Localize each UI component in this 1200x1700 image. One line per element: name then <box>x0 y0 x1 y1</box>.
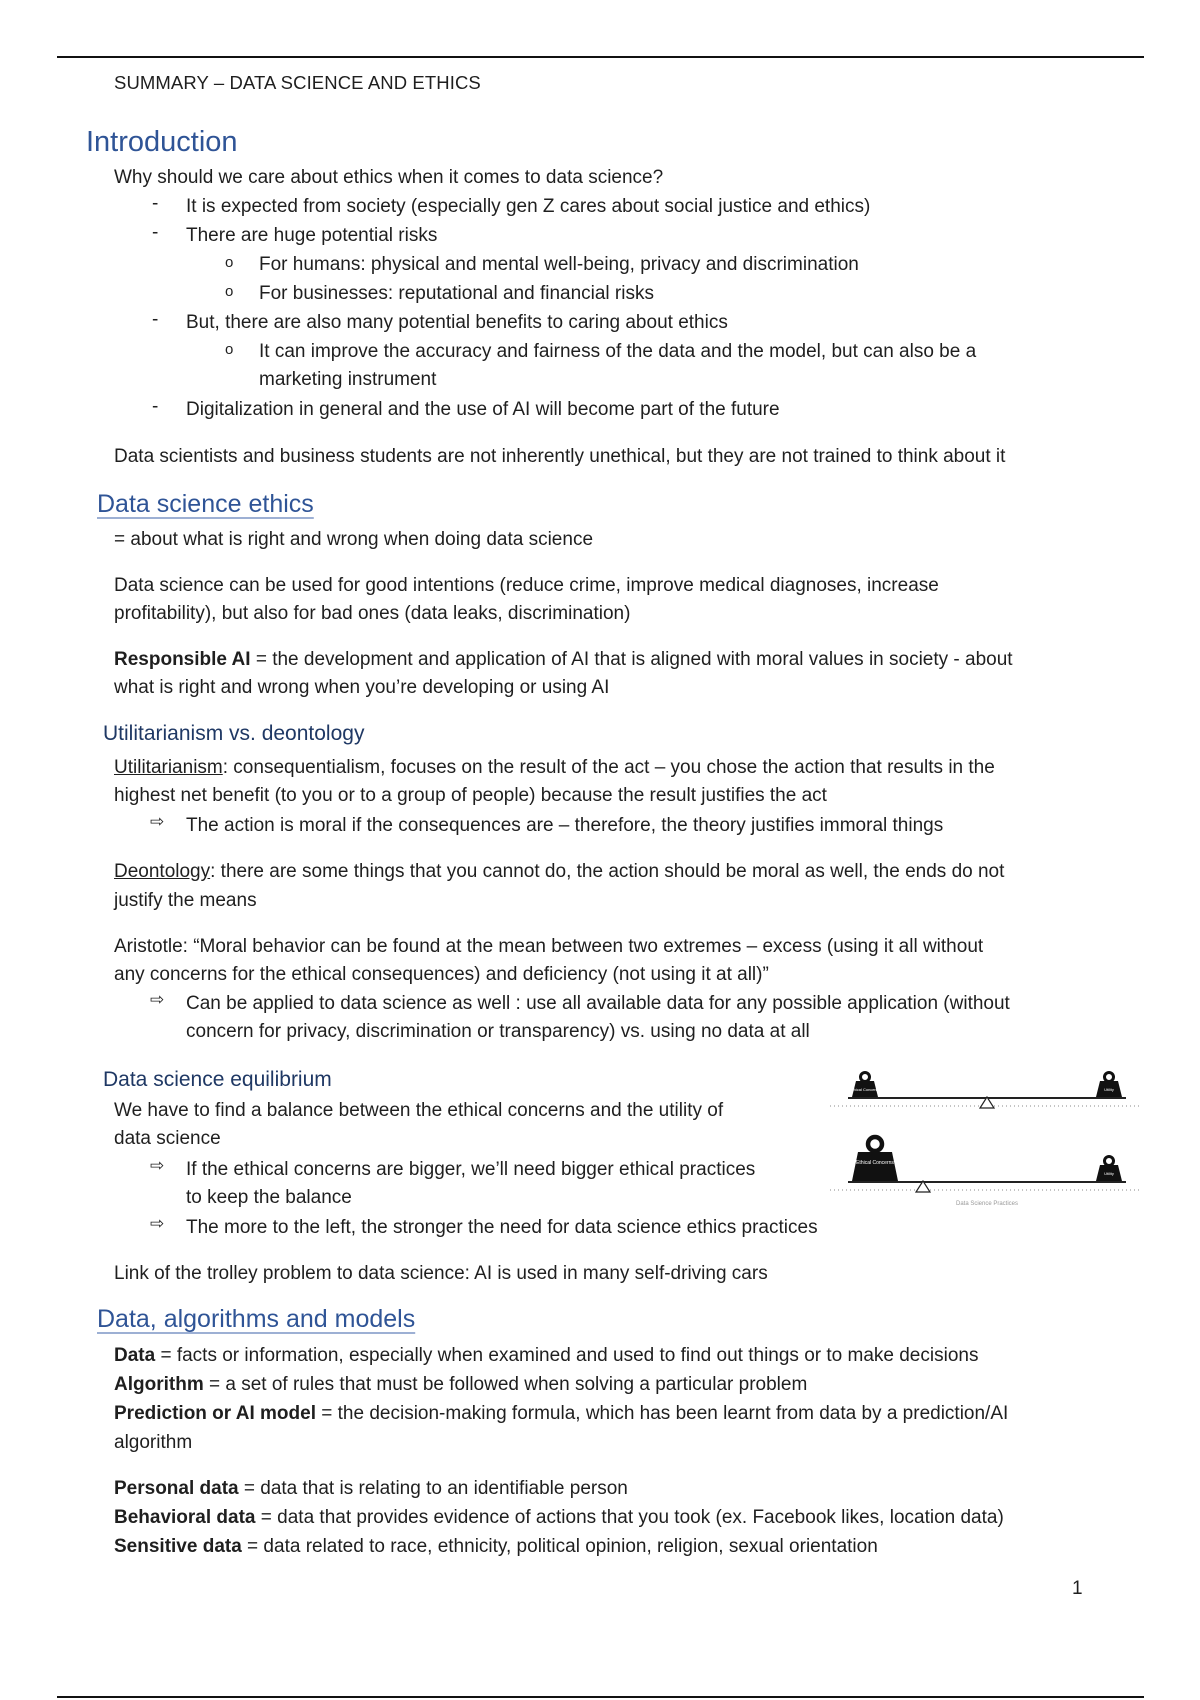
term-personal-data: Personal data <box>114 1478 239 1499</box>
dash-bullet: - <box>152 193 159 214</box>
top-rule <box>57 56 1144 58</box>
deontology-line2: justify the means <box>114 890 257 911</box>
arrow-icon: ⇨ <box>150 1156 165 1175</box>
def-sensitive-data <box>114 1533 878 1561</box>
term-behavioral-data: Behavioral data <box>114 1507 256 1528</box>
intro-bullet-3a-line1: It can improve the accuracy and fairness of the data and the model, but can also be a <box>259 341 977 362</box>
term-prediction-model: Prediction or AI model <box>114 1403 316 1424</box>
term-utilitarianism: Utilitarianism <box>114 757 223 778</box>
intro-bullet-3: But, there are also many potential benefits to caring about ethics <box>186 312 728 333</box>
balance-scale-figure <box>830 1060 1150 1220</box>
aristotle-line2: any concerns for the ethical consequences) and deficiency (not using it at all)” <box>114 964 769 985</box>
weight-label: Ethical Concerns <box>856 1160 894 1166</box>
def-algorithm <box>114 1371 807 1399</box>
term-data: Data <box>114 1345 156 1366</box>
responsible-ai-def: = the development and application of AI that is aligned with moral values in society - about <box>250 649 1013 670</box>
equilibrium-line1: We have to find a balance between the ethical concerns and the utility of <box>114 1100 724 1121</box>
def-prediction-line1 <box>114 1400 1008 1428</box>
arrow-icon: ⇨ <box>150 1214 165 1233</box>
aristotle-arrow-line2: concern for privacy, discrimination or transparency) vs. using no data at all <box>186 1021 810 1042</box>
prediction-def: = the decision-making formula, which has been learnt from data by a prediction/AI <box>316 1403 1009 1424</box>
utilitarianism-line2: highest net benefit (to you or to a group of people) because the result justifies the act <box>114 785 827 806</box>
figure-caption: Data Science Practices <box>955 1201 1019 1207</box>
term-deontology: Deontology <box>114 861 211 882</box>
ethics-uses-line2: profitability), but also for bad ones (data leaks, discrimination) <box>114 603 631 624</box>
utilitarianism-def: : consequentialism, focuses on the result of the act – you chose the action that results in the <box>222 757 995 778</box>
page-header: SUMMARY – DATA SCIENCE AND ETHICS <box>114 72 481 93</box>
intro-bullet-2b: For businesses: reputational and financial risks <box>259 283 654 304</box>
term-algorithm: Algorithm <box>114 1374 204 1395</box>
heading-introduction: Introduction <box>86 126 238 158</box>
weight-label: Ethical Concerns <box>849 1087 881 1092</box>
def-behavioral-data <box>114 1504 1004 1532</box>
equilibrium-line2: data science <box>114 1128 221 1149</box>
def-data <box>114 1342 978 1370</box>
circle-bullet: o <box>225 254 234 271</box>
weight-icon <box>1096 1157 1122 1182</box>
sensitive-data-def: = data related to race, ethnicity, political opinion, religion, sexual orientation <box>241 1536 878 1557</box>
utilitarianism-arrow: The action is moral if the consequences are – therefore, the theory justifies immoral things <box>186 815 944 836</box>
def-prediction-line2: algorithm <box>114 1432 193 1453</box>
arrow-icon: ⇨ <box>150 812 165 831</box>
behavioral-data-def: = data that provides evidence of actions that you took (ex. Facebook likes, location data) <box>255 1507 1004 1528</box>
algorithm-def: = a set of rules that must be followed when solving a particular problem <box>203 1374 808 1395</box>
circle-bullet: o <box>225 283 234 300</box>
weight-label: Utility <box>1104 1087 1114 1092</box>
intro-bullet-2: There are huge potential risks <box>186 225 438 246</box>
data-def: = facts or information, especially when examined and used to find out things or to make decisions <box>155 1345 979 1366</box>
ethics-definition: = about what is right and wrong when doing data science <box>114 529 594 550</box>
equilibrium-arrow1-line2: to keep the balance <box>186 1187 352 1208</box>
dash-bullet: - <box>152 396 159 417</box>
intro-bullet-1: It is expected from society (especially gen Z cares about social justice and ethics) <box>186 196 871 217</box>
dash-bullet: - <box>152 309 159 330</box>
weight-icon <box>852 1137 898 1181</box>
circle-bullet: o <box>225 341 234 358</box>
def-personal-data <box>114 1475 628 1503</box>
deontology-line1 <box>114 858 1004 886</box>
equilibrium-arrow2: The more to the left, the stronger the need for data science ethics practices <box>186 1217 818 1238</box>
term-sensitive-data: Sensitive data <box>114 1536 242 1557</box>
intro-bullet-2a: For humans: physical and mental well-being, privacy and discrimination <box>259 254 859 275</box>
equilibrium-arrow1-line1: If the ethical concerns are bigger, we’ll need bigger ethical practices <box>186 1159 756 1180</box>
ethics-uses-line1: Data science can be used for good intentions (reduce crime, improve medical diagnoses, increase <box>114 575 939 596</box>
arrow-icon: ⇨ <box>150 990 165 1009</box>
personal-data-def: = data that is relating to an identifiable person <box>238 1478 628 1499</box>
utilitarianism-line1 <box>114 754 995 782</box>
aristotle-line1: Aristotle: “Moral behavior can be found at the mean between two extremes – excess (using it all without <box>114 936 984 957</box>
responsible-ai-line2: what is right and wrong when you’re developing or using AI <box>114 677 610 698</box>
bottom-scale <box>830 1137 1140 1207</box>
intro-bullet-3a-line2: marketing instrument <box>259 369 437 390</box>
weight-icon <box>850 1073 880 1098</box>
weight-icon <box>1096 1073 1122 1098</box>
intro-closing: Data scientists and business students are not inherently unethical, but they are not trained to think about it <box>114 446 1006 467</box>
intro-question: Why should we care about ethics when it comes to data science? <box>114 167 664 188</box>
intro-bullet-4: Digitalization in general and the use of AI will become part of the future <box>186 399 780 420</box>
heading-data-algorithms-models: Data, algorithms and models <box>97 1305 416 1333</box>
heading-data-science-ethics: Data science ethics <box>97 490 314 518</box>
term-responsible-ai: Responsible AI <box>114 649 251 670</box>
top-scale <box>830 1073 1140 1109</box>
dash-bullet: - <box>152 222 159 243</box>
heading-equilibrium: Data science equilibrium <box>103 1068 332 1091</box>
responsible-ai-line1 <box>114 646 1013 674</box>
page-number: 1 <box>1072 1578 1083 1599</box>
heading-utilitarianism: Utilitarianism vs. deontology <box>103 722 365 745</box>
deontology-def: : there are some things that you cannot do, the action should be moral as well, the ends do not <box>210 861 1005 882</box>
aristotle-arrow-line1: Can be applied to data science as well : use all available data for any possible application (without <box>186 993 1010 1014</box>
weight-label: Utility <box>1104 1171 1114 1176</box>
trolley-problem: Link of the trolley problem to data science: AI is used in many self-driving cars <box>114 1263 768 1284</box>
bottom-rule <box>57 1696 1144 1698</box>
